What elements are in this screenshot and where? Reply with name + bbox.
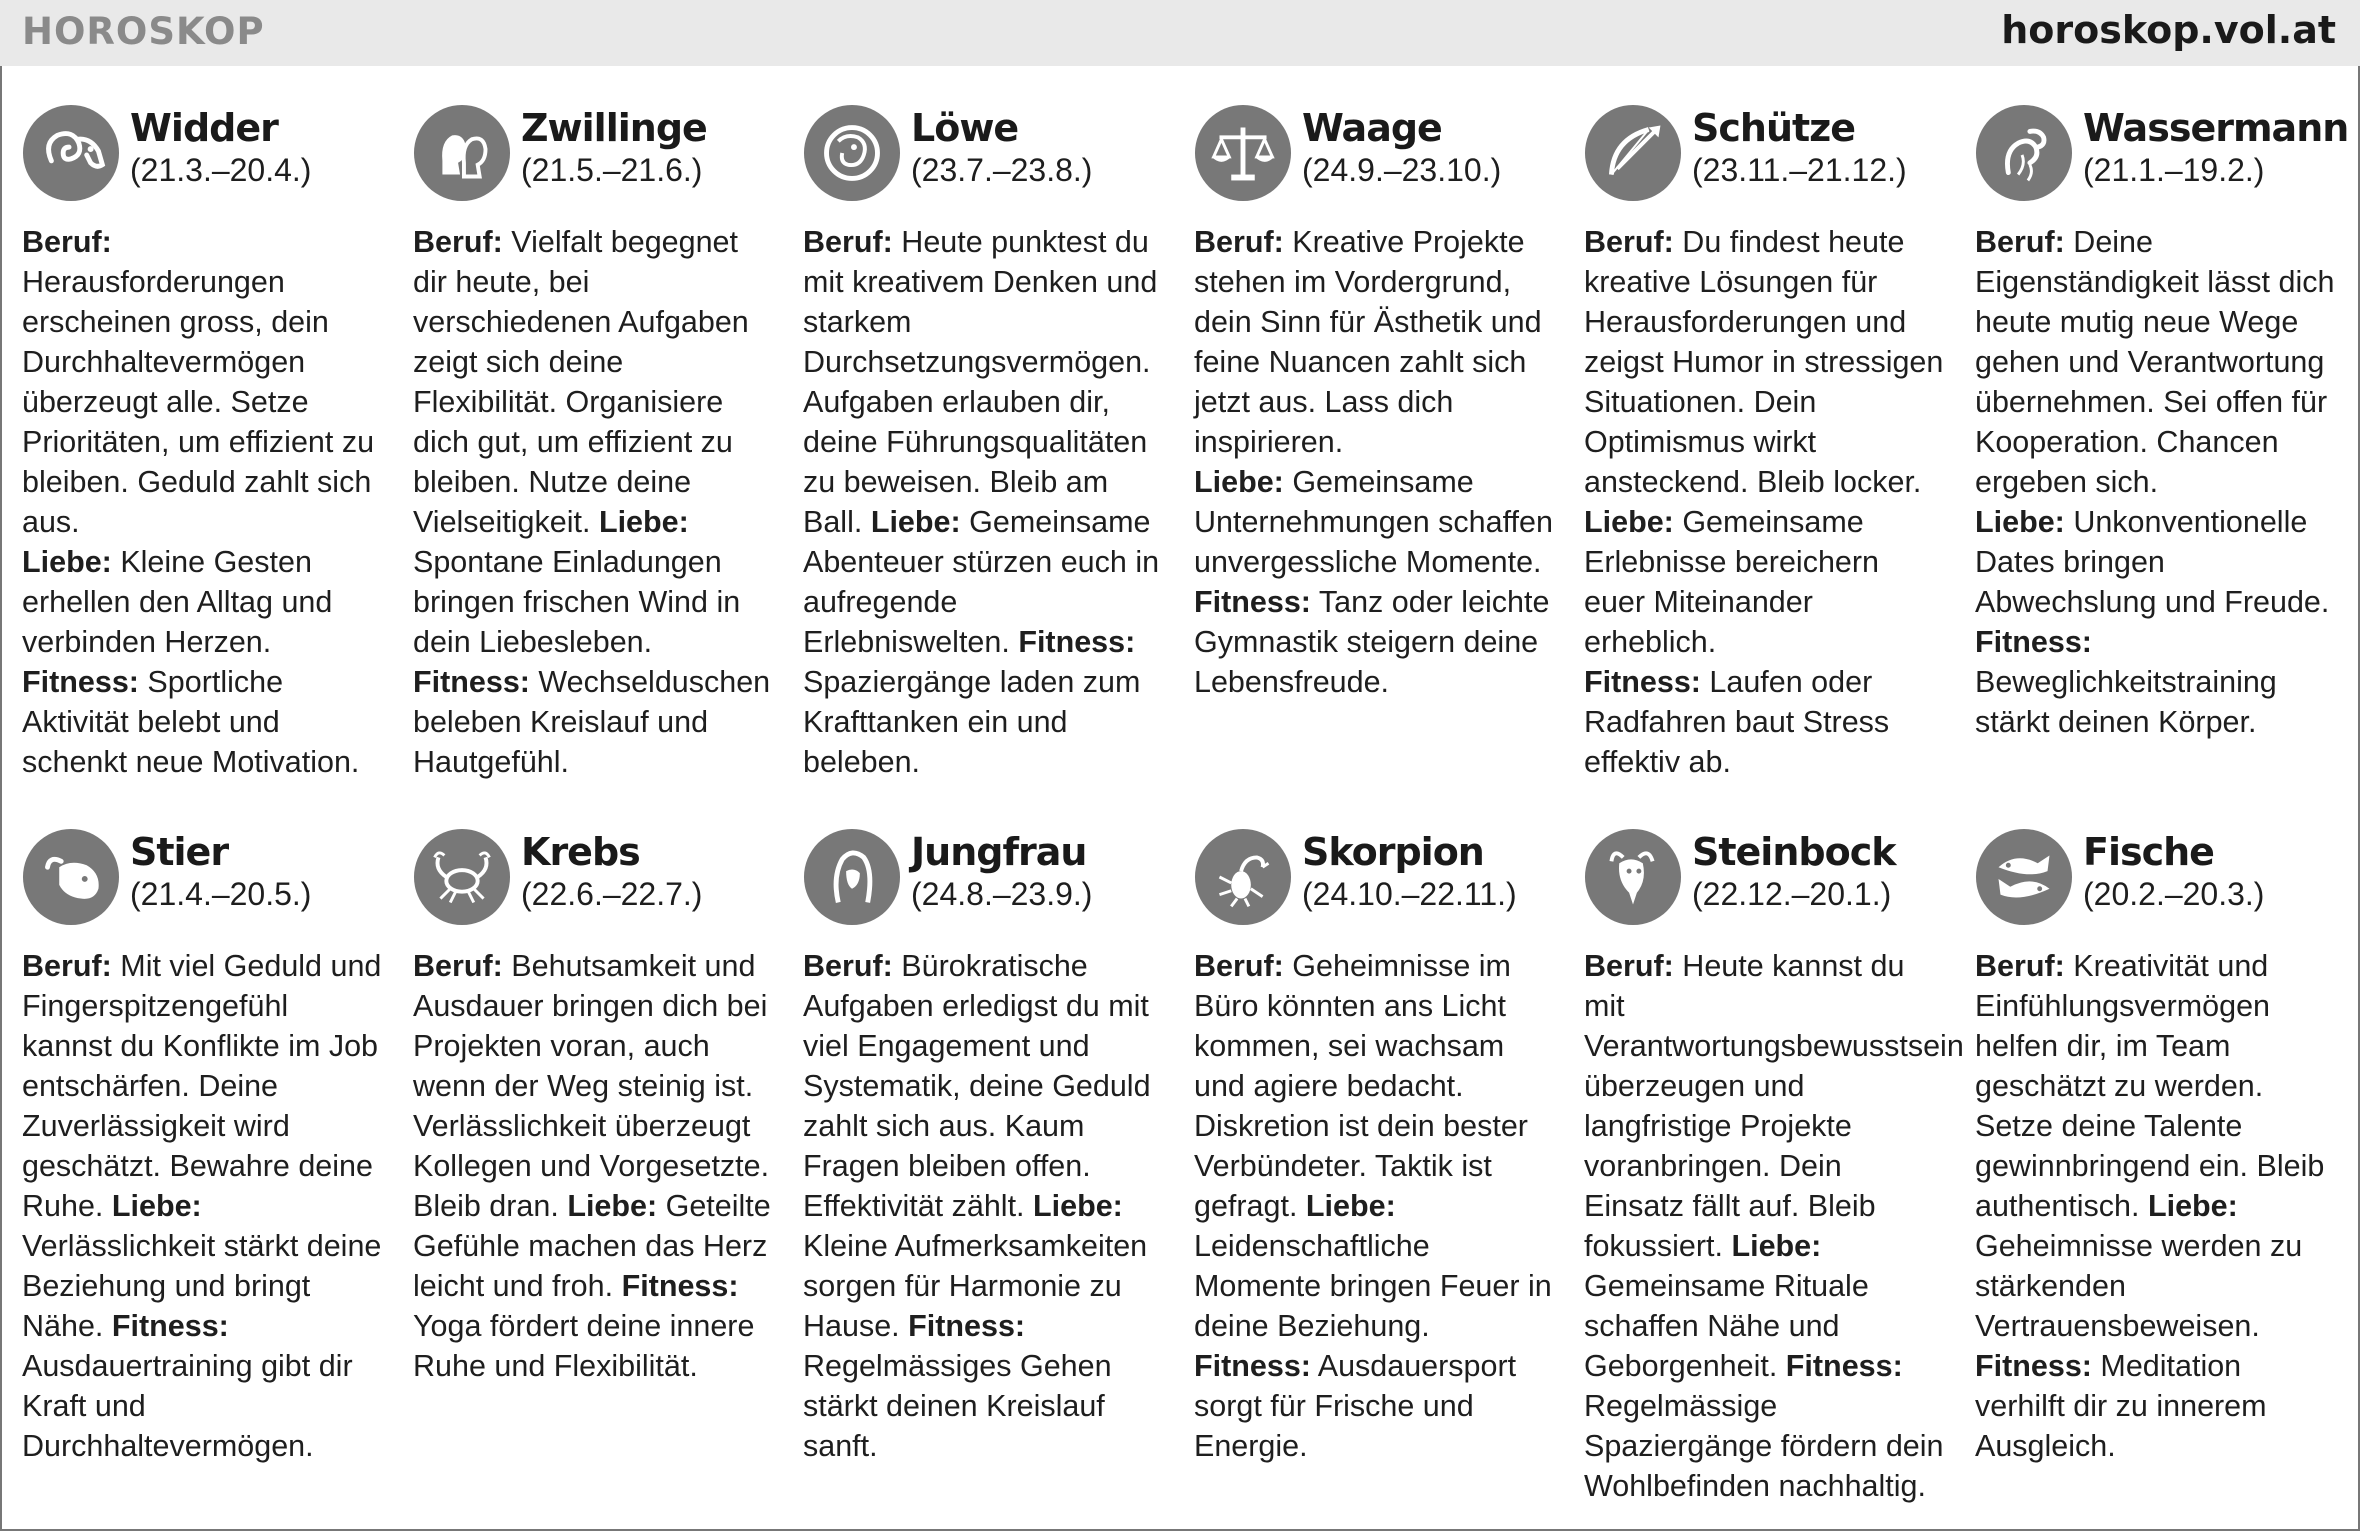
beruf-label: Beruf: — [1584, 225, 1674, 259]
sign-text — [803, 222, 1163, 782]
beruf-text: Herausforderungen erscheinen gross, dein Durchhaltevermögen überzeugt alle. Setze Prioritäten, um effizient zu bleiben. Geduld zahlt sich aus. — [22, 265, 375, 539]
beruf-section — [1975, 949, 2324, 1223]
liebe-text: Gemeinsame Rituale schaffen Nähe und Geborgenheit. — [1584, 1269, 1869, 1383]
liebe-text: Spontane Einladungen bringen frischen Wind in dein Liebesleben. — [413, 545, 741, 659]
beruf-label: Beruf: — [1584, 949, 1674, 983]
beruf-text: Kreativität und Einfühlungsvermögen helfen dir, im Team geschätzt zu werden. Setze deine Talente gewinnbringend ein. Bleib authentisch. — [1975, 949, 2325, 1223]
sign-text — [1584, 222, 1944, 782]
liebe-section — [22, 542, 382, 662]
beruf-text: Kreative Projekte stehen im Vordergrund, dein Sinn für Ästhetik und feine Nuancen zahlt sich jetzt aus. Lass dich inspirieren. — [1194, 225, 1542, 459]
section-title: HOROSKOP — [22, 10, 265, 53]
twins-icon — [413, 104, 511, 202]
beruf-label: Beruf: — [1975, 225, 2065, 259]
beruf-label: Beruf: — [22, 949, 112, 983]
sign-dates: (22.6.–22.7.) — [521, 876, 703, 912]
fitness-label: Fitness: — [1785, 1349, 1903, 1383]
virgin-icon — [803, 828, 901, 926]
liebe-text: Unkonventionelle Dates bringen Abwechslung und Freude. — [1975, 505, 2330, 619]
beruf-section — [22, 222, 382, 542]
beruf-text: Heute kannst du mit Verantwortungsbewusstsein überzeugen und langfristige Projekte voranbringen. Dein Einsatz fällt auf. Bleib fokussiert. — [1584, 949, 1964, 1263]
beruf-label: Beruf: — [22, 225, 112, 259]
scorpion-icon — [1194, 828, 1292, 926]
liebe-text: Kleine Aufmerksamkeiten sorgen für Harmonie zu Hause. — [803, 1229, 1148, 1343]
fitness-text: Meditation verhilft dir zu innerem Ausgleich. — [1975, 1349, 2267, 1463]
sign-text — [1584, 946, 1964, 1506]
fitness-section — [22, 662, 382, 782]
archer-icon — [1584, 104, 1682, 202]
liebe-text: Leidenschaftliche Momente bringen Feuer in deine Beziehung. — [1194, 1229, 1552, 1343]
beruf-section — [1194, 222, 1554, 462]
fitness-text: Tanz oder leichte Gymnastik steigern deine Lebensfreude. — [1194, 585, 1550, 699]
water-bearer-icon — [1975, 104, 2073, 202]
fitness-section — [1975, 1349, 2267, 1463]
sign-name: Löwe — [911, 106, 1019, 150]
sign-dates: (21.4.–20.5.) — [130, 876, 312, 912]
sign-dates: (22.12.–20.1.) — [1692, 876, 1892, 912]
sign-dates: (23.7.–23.8.) — [911, 152, 1093, 188]
sign-text — [1975, 222, 2335, 742]
sign-text — [1194, 222, 1554, 702]
beruf-section — [1975, 222, 2335, 502]
sign-name: Stier — [130, 830, 229, 874]
liebe-label: Liebe: — [2147, 1189, 2238, 1223]
fitness-label: Fitness: — [22, 665, 139, 699]
beruf-text: Du findest heute kreative Lösungen für Herausforderungen und zeigst Humor in stressigen Situationen. Dein Optimismus wirkt ansteckend. Bleib locker. — [1584, 225, 1944, 499]
sign-name: Zwillinge — [521, 106, 707, 150]
liebe-label: Liebe: — [22, 545, 112, 579]
fitness-label: Fitness: — [621, 1269, 739, 1303]
liebe-text: Gemeinsame Abenteuer stürzen euch in aufregende Erlebniswelten. — [803, 505, 1160, 659]
beruf-label: Beruf: — [803, 949, 893, 983]
sign-dates: (24.8.–23.9.) — [911, 876, 1093, 912]
fitness-text: Ausdauersport sorgt für Frische und Energie. — [1194, 1349, 1517, 1463]
liebe-text: Geteilte Gefühle machen das Herz leicht und froh. — [413, 1189, 771, 1303]
liebe-label: Liebe: — [567, 1189, 658, 1223]
fitness-label: Fitness: — [1975, 625, 2092, 659]
sign-name: Jungfrau — [911, 830, 1087, 874]
fitness-text: Sportliche Aktivität belebt und schenkt neue Motivation. — [22, 665, 360, 779]
sign-name: Krebs — [521, 830, 640, 874]
sign-text — [413, 946, 773, 1386]
beruf-text: Vielfalt begegnet dir heute, bei verschiedenen Aufgaben zeigt sich deine Flexibilität. Organisiere dich gut, um effizient zu bleiben. Nutze deine Vielseitigkeit. — [413, 225, 749, 539]
sign-dates: (23.11.–21.12.) — [1692, 152, 1907, 188]
fitness-label: Fitness: — [908, 1309, 1026, 1343]
fitness-label: Fitness: — [1018, 625, 1136, 659]
liebe-text: Gemeinsame Unternehmungen schaffen unvergessliche Momente. — [1194, 465, 1553, 579]
beruf-label: Beruf: — [1194, 949, 1284, 983]
beruf-section — [1194, 949, 1528, 1223]
ram-icon — [22, 104, 120, 202]
sign-dates: (24.10.–22.11.) — [1302, 876, 1517, 912]
fitness-text: Wechselduschen beleben Kreislauf und Hautgefühl. — [413, 665, 771, 779]
sign-text — [1975, 946, 2335, 1466]
liebe-label: Liebe: — [1305, 1189, 1396, 1223]
liebe-label: Liebe: — [1975, 505, 2065, 539]
beruf-label: Beruf: — [1194, 225, 1284, 259]
fitness-section — [1194, 582, 1554, 702]
beruf-section — [803, 949, 1151, 1223]
liebe-text: Gemeinsame Erlebnisse bereichern euer Miteinander erheblich. — [1584, 505, 1879, 659]
beruf-text: Deine Eigenständigkeit lässt dich heute mutig neue Wege gehen und Verantwortung übernehmen. Sei offen für Kooperation. Chancen ergeben sich. — [1975, 225, 2335, 499]
liebe-label: Liebe: — [598, 505, 689, 539]
lion-icon — [803, 104, 901, 202]
liebe-text: Kleine Gesten erhellen den Alltag und verbinden Herzen. — [22, 545, 333, 659]
beruf-text: Mit viel Geduld und Fingerspitzengefühl kannst du Konflikte im Job entschärfen. Deine Zuverlässigkeit wird geschätzt. Bewahre deine Ruhe. — [22, 949, 382, 1223]
sign-name: Waage — [1302, 106, 1442, 150]
fitness-label: Fitness: — [1194, 585, 1311, 619]
fitness-text: Spaziergänge laden zum Krafttanken ein und beleben. — [803, 665, 1141, 779]
fitness-label: Fitness: — [1975, 1349, 2092, 1383]
liebe-label: Liebe: — [1584, 505, 1674, 539]
sign-text — [413, 222, 773, 782]
liebe-section — [1584, 502, 1944, 662]
fitness-text: Regelmässige Spaziergänge fördern dein Wohlbefinden nachhaltig. — [1584, 1389, 1944, 1503]
fitness-label: Fitness: — [111, 1309, 229, 1343]
crab-icon — [413, 828, 511, 926]
beruf-label: Beruf: — [413, 225, 503, 259]
sign-text — [22, 946, 382, 1466]
liebe-label: Liebe: — [111, 1189, 202, 1223]
fitness-text: Beweglichkeitstraining stärkt deinen Körper. — [1975, 665, 2277, 739]
sign-name: Fische — [2083, 830, 2214, 874]
fitness-label: Fitness: — [1584, 665, 1701, 699]
fitness-section — [1194, 1349, 1516, 1463]
liebe-section — [1194, 462, 1554, 582]
sign-text — [22, 222, 382, 782]
liebe-label: Liebe: — [870, 505, 961, 539]
liebe-text: Verlässlichkeit stärkt deine Beziehung und bringt Nähe. — [22, 1229, 382, 1343]
fitness-text: Ausdauertraining gibt dir Kraft und Durchhaltevermögen. — [22, 1349, 353, 1463]
beruf-section — [413, 225, 749, 539]
beruf-text: Bürokratische Aufgaben erledigst du mit viel Engagement und Systematik, deine Geduld zahlt sich aus. Kaum Fragen bleiben offen. Effektivität zählt. — [803, 949, 1151, 1223]
liebe-label: Liebe: — [1731, 1229, 1822, 1263]
page-header — [0, 0, 2360, 66]
sign-name: Schütze — [1692, 106, 1856, 150]
fitness-section — [1975, 622, 2335, 742]
beruf-section — [1584, 949, 1964, 1263]
liebe-label: Liebe: — [1033, 1189, 1123, 1223]
liebe-text: Geheimnisse werden zu stärkenden Vertrauensbeweisen. — [1975, 1229, 2303, 1343]
beruf-label: Beruf: — [1975, 949, 2065, 983]
sign-text — [1194, 946, 1554, 1466]
sign-text — [803, 946, 1163, 1466]
fitness-section — [1584, 662, 1944, 782]
beruf-section — [1584, 222, 1944, 502]
sign-name: Skorpion — [1302, 830, 1484, 874]
sign-dates: (21.3.–20.4.) — [130, 152, 312, 188]
beruf-section — [413, 949, 769, 1223]
fish-icon — [1975, 828, 2073, 926]
scales-icon — [1194, 104, 1292, 202]
goat-icon — [1584, 828, 1682, 926]
fitness-text: Yoga fördert deine innere Ruhe und Flexibilität. — [413, 1309, 755, 1383]
sign-name: Wassermann — [2083, 106, 2349, 150]
liebe-section — [1975, 502, 2335, 622]
fitness-label: Fitness: — [413, 665, 530, 699]
fitness-label: Fitness: — [1194, 1349, 1311, 1383]
beruf-text: Heute punktest du mit kreativem Denken und starkem Durchsetzungsvermögen. Aufgaben erlauben dir, deine Führungsqualitäten zu beweisen. Bleib am Ball. — [803, 225, 1158, 539]
fitness-text: Laufen oder Radfahren baut Stress effektiv ab. — [1584, 665, 1890, 779]
site-url: horoskop.vol.at — [2001, 8, 2336, 52]
beruf-text: Geheimnisse im Büro könnten ans Licht kommen, sei wachsam und agiere bedacht. Diskretion ist dein bester Verbündeter. Taktik ist gefragt. — [1194, 949, 1528, 1223]
beruf-section — [22, 949, 381, 1223]
beruf-label: Beruf: — [413, 949, 503, 983]
beruf-label: Beruf: — [803, 225, 893, 259]
sign-name: Steinbock — [1692, 830, 1896, 874]
sign-dates: (21.1.–19.2.) — [2083, 152, 2265, 188]
sign-dates: (24.9.–23.10.) — [1302, 152, 1502, 188]
sign-name: Widder — [130, 106, 278, 150]
bull-icon — [22, 828, 120, 926]
sign-dates: (20.2.–20.3.) — [2083, 876, 2265, 912]
fitness-section — [413, 665, 770, 779]
beruf-section — [803, 225, 1157, 539]
liebe-label: Liebe: — [1194, 465, 1284, 499]
fitness-text: Regelmässiges Gehen stärkt deinen Kreislauf sanft. — [803, 1349, 1112, 1463]
beruf-text: Behutsamkeit und Ausdauer bringen dich bei Projekten voran, auch wenn der Weg steinig ist. Verlässlichkeit überzeugt Kollegen und Vorgesetzte. Bleib dran. — [413, 949, 770, 1223]
sign-dates: (21.5.–21.6.) — [521, 152, 703, 188]
